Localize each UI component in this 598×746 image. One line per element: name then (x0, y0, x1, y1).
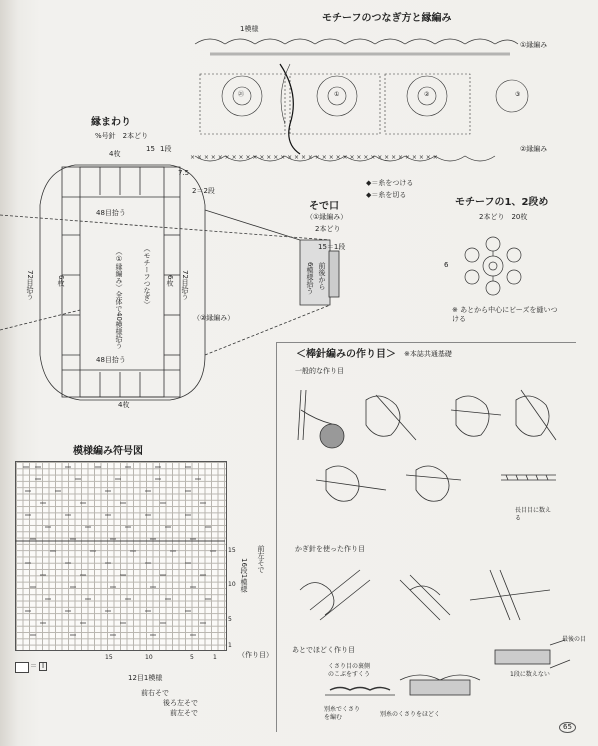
howto-crochet: かぎ針を使った作り目 (295, 545, 365, 553)
sleeve-sub2: 2本どり (315, 225, 341, 233)
sleeve-sub1: （①縁編み） (306, 213, 348, 221)
howto-divider (276, 342, 277, 732)
svg-text:× × × × × × × × × × × × × × ×: × × × × × × × × × × × × × × × × × × × × × × × × × × × × × × × × × × × × (190, 154, 438, 161)
pattern-col-15: 15 (105, 654, 113, 661)
howto-general-illustrations (286, 380, 576, 510)
pattern-symbols (15, 461, 225, 649)
motif-title: モチーフのつなぎ方と縁編み (322, 13, 452, 24)
howto-c3: 別糸でくさりを編む (324, 706, 361, 721)
howto-c2: くさり目の裏側のこぶをすくう (328, 663, 371, 678)
legend-attach: ◆＝糸をつける (366, 179, 414, 187)
edge-2-label: （②縁編み） (193, 314, 235, 322)
motif12-title: モチーフの1、2段め (455, 197, 549, 208)
edge-diagram (0, 145, 330, 415)
edge-pickup-48-top: 48目拾う (96, 209, 126, 217)
edge-one-dan: 1段 (160, 145, 172, 153)
edge-15: 15 (146, 145, 155, 153)
edge-center-text: （①縁編み）全体で40模様拾う (115, 248, 123, 349)
pattern-row-10: 10 (228, 581, 236, 588)
edge-75: 7.5 (178, 169, 190, 177)
pattern-row-15: 15 (228, 547, 236, 554)
sleeve-pickup: 6模様拾う (306, 262, 314, 295)
edge-right-6: 6枚 (166, 275, 174, 287)
howto-c6: 最後の目 (562, 636, 587, 643)
edge-needle: %号針 2本どり (95, 132, 149, 140)
pattern-right-pm: 前左そで (257, 545, 265, 573)
howto-title: ＜棒針編みの作り目＞ (296, 349, 396, 360)
howto-c1: 長目目に数える (515, 507, 552, 522)
motif-3-label: ③ (515, 91, 521, 98)
pattern-back-r: 後ろ左そで (163, 699, 198, 707)
pattern-back-r2: 前左そで (170, 709, 198, 717)
pattern-title: 模様編み符号図 (73, 446, 143, 457)
motif-2-label: ② (424, 91, 430, 98)
edge-top-count: 4枚 (109, 150, 121, 158)
motif12-note: ※ あとから中心にビーズを縫いつける (452, 306, 558, 324)
pattern-row-1: 1 (228, 642, 232, 649)
pattern-repeat: 12目1模様 (128, 674, 163, 682)
motif12-size: 6 (444, 261, 449, 269)
howto-top-rule (276, 342, 576, 343)
pattern-row-5: 5 (228, 616, 232, 623)
howto-basic: ※本誌共通基礎 (404, 350, 452, 358)
legend-cut: ◆＝糸を切る (366, 191, 407, 199)
motif12-diagram (456, 230, 530, 302)
pattern-legend-symbol: Ⅰ (39, 662, 47, 671)
sleeve-15: 15＝1段 (318, 243, 346, 251)
page-number: 65 (559, 722, 576, 733)
pattern-sixteen: 16段1模様 (240, 558, 248, 593)
pattern-col-5: 5 (190, 654, 194, 661)
edge-pickup-48-bottom: 48目拾う (96, 356, 126, 364)
motif-edge-label-1: ①縁編み (520, 41, 548, 49)
sleeve-side: 前後から (318, 262, 326, 290)
motif-top-label: 1模様 (240, 25, 259, 33)
howto-general: 一般的な作り目 (295, 367, 344, 375)
motif12-needle: 2本どり 20枚 (479, 213, 528, 221)
howto-crochet-illustrations (290, 560, 560, 630)
edge-left-6: 6枚 (57, 275, 65, 287)
edge-right-72: 72目拾う (181, 270, 189, 300)
howto-c5: 1段に数えない (510, 671, 550, 678)
motif-a-label: ㉑ (238, 91, 245, 98)
pattern-legend-eq: ＝ (30, 662, 37, 670)
pattern-legend-box (15, 662, 29, 673)
edge-bottom-count: 4枚 (118, 401, 130, 409)
edge-left-72: 72目拾う (26, 270, 34, 300)
howto-unravel-illustrations (320, 640, 580, 710)
howto-c4: 別糸のくさりをほどく (380, 711, 441, 718)
pattern-col-1: 1 (213, 654, 217, 661)
edge-title: 縁まわり (91, 117, 131, 128)
motif-edge-label-2: ②縁編み (520, 145, 548, 153)
edge-side-text: （モチーフつなぎ） (143, 245, 151, 308)
edge-two-dan: 2＝2段 (192, 187, 215, 195)
pattern-start: （作り目） (238, 651, 273, 659)
sleeve-diagram (328, 250, 342, 300)
motif-1-label: ① (334, 91, 340, 98)
howto-unravel: あとでほどく作り目 (292, 646, 355, 654)
pattern-col-10: 10 (145, 654, 153, 661)
sleeve-title: そで口 (309, 201, 339, 212)
pattern-back-l: 前右そで (141, 689, 169, 697)
